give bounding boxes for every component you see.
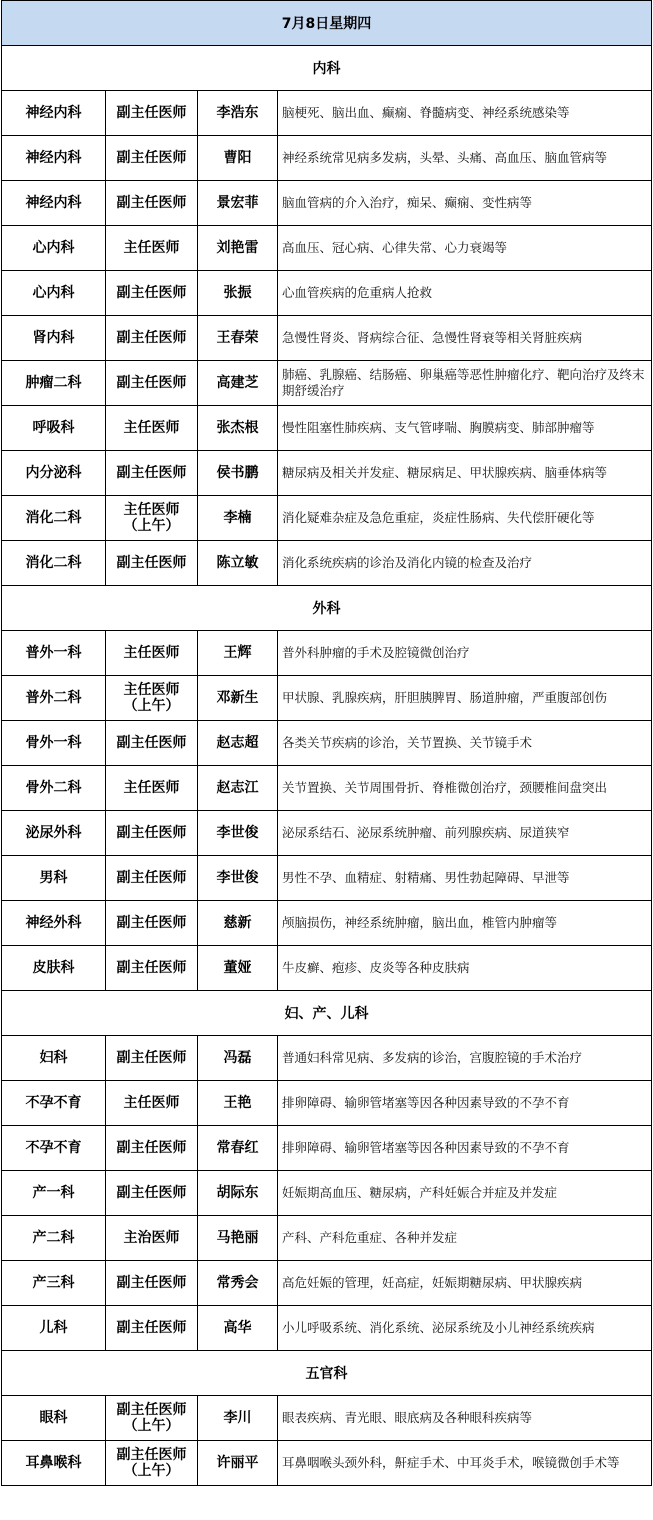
doctor-title-cell: 副主任医师 bbox=[106, 946, 198, 991]
doctor-name-cell: 李楠 bbox=[198, 496, 278, 541]
section-header-row bbox=[2, 991, 652, 1036]
doctor-name-cell: 邓新生 bbox=[198, 676, 278, 721]
doctor-row bbox=[2, 91, 652, 136]
doctor-name-cell: 李世俊 bbox=[198, 856, 278, 901]
specialty-cell: 高血压、冠心病、心律失常、心力衰竭等 bbox=[278, 226, 652, 271]
doctor-row bbox=[2, 406, 652, 451]
doctor-name-cell: 王艳 bbox=[198, 1081, 278, 1126]
department-cell: 男科 bbox=[2, 856, 106, 901]
department-cell: 骨外二科 bbox=[2, 766, 106, 811]
doctor-name-cell: 李川 bbox=[198, 1396, 278, 1441]
doctor-title-cell: 主治医师 bbox=[106, 1216, 198, 1261]
specialty-cell: 产科、产科危重症、各种并发症 bbox=[278, 1216, 652, 1261]
department-cell: 普外二科 bbox=[2, 676, 106, 721]
department-cell: 皮肤科 bbox=[2, 946, 106, 991]
doctor-name-cell: 董娅 bbox=[198, 946, 278, 991]
schedule-table bbox=[1, 0, 652, 1486]
department-cell: 肾内科 bbox=[2, 316, 106, 361]
specialty-cell: 眼表疾病、青光眼、眼底病及各种眼科疾病等 bbox=[278, 1396, 652, 1441]
specialty-cell: 牛皮癣、疱疹、皮炎等各种皮肤病 bbox=[278, 946, 652, 991]
doctor-title-cell: 主任医师 （上午） bbox=[106, 496, 198, 541]
doctor-row bbox=[2, 1036, 652, 1081]
specialty-cell: 各类关节疾病的诊治，关节置换、关节镜手术 bbox=[278, 721, 652, 766]
doctor-name-cell: 张振 bbox=[198, 271, 278, 316]
department-cell: 神经外科 bbox=[2, 901, 106, 946]
doctor-title-cell: 主任医师 （上午） bbox=[106, 676, 198, 721]
department-cell: 消化二科 bbox=[2, 541, 106, 586]
doctor-row bbox=[2, 721, 652, 766]
specialty-cell: 普通妇科常见病、多发病的诊治，宫腹腔镜的手术治疗 bbox=[278, 1036, 652, 1081]
doctor-title-cell: 主任医师 bbox=[106, 1081, 198, 1126]
specialty-cell: 普外科肿瘤的手术及腔镜微创治疗 bbox=[278, 631, 652, 676]
page-title: 7月8日星期四 bbox=[2, 1, 652, 46]
doctor-name-cell: 高华 bbox=[198, 1306, 278, 1351]
specialty-cell: 高危妊娠的管理，妊高症，妊娠期糖尿病、甲状腺疾病 bbox=[278, 1261, 652, 1306]
department-cell: 肿瘤二科 bbox=[2, 361, 106, 406]
specialty-cell: 急慢性肾炎、肾病综合征、急慢性肾衰等相关肾脏疾病 bbox=[278, 316, 652, 361]
doctor-title-cell: 主任医师 bbox=[106, 406, 198, 451]
department-cell: 产一科 bbox=[2, 1171, 106, 1216]
doctor-row bbox=[2, 1441, 652, 1486]
department-cell: 儿科 bbox=[2, 1306, 106, 1351]
doctor-row bbox=[2, 1396, 652, 1441]
specialty-cell: 排卵障碍、输卵管堵塞等因各种因素导致的不孕不育 bbox=[278, 1126, 652, 1171]
section-header-row bbox=[2, 1351, 652, 1396]
doctor-row bbox=[2, 1216, 652, 1261]
section-title: 外科 bbox=[2, 586, 652, 631]
specialty-cell: 肺癌、乳腺癌、结肠癌、卵巢癌等恶性肿瘤化疗、靶向治疗及终末期舒缓治疗 bbox=[278, 361, 652, 406]
doctor-name-cell: 侯书鹏 bbox=[198, 451, 278, 496]
department-cell: 不孕不育 bbox=[2, 1081, 106, 1126]
specialty-cell: 关节置换、关节周围骨折、脊椎微创治疗，颈腰椎间盘突出 bbox=[278, 766, 652, 811]
doctor-title-cell: 副主任医师 bbox=[106, 361, 198, 406]
department-cell: 神经内科 bbox=[2, 136, 106, 181]
specialty-cell: 小儿呼吸系统、消化系统、泌尿系统及小儿神经系统疾病 bbox=[278, 1306, 652, 1351]
doctor-title-cell: 副主任医师 bbox=[106, 451, 198, 496]
doctor-title-cell: 副主任医师 bbox=[106, 1171, 198, 1216]
doctor-name-cell: 常春红 bbox=[198, 1126, 278, 1171]
specialty-cell: 脑梗死、脑出血、癫痫、脊髓病变、神经系统感染等 bbox=[278, 91, 652, 136]
department-cell: 眼科 bbox=[2, 1396, 106, 1441]
specialty-cell: 糖尿病及相关并发症、糖尿病足、甲状腺疾病、脑垂体病等 bbox=[278, 451, 652, 496]
department-cell: 骨外一科 bbox=[2, 721, 106, 766]
doctor-row bbox=[2, 946, 652, 991]
department-cell: 泌尿外科 bbox=[2, 811, 106, 856]
doctor-row bbox=[2, 181, 652, 226]
department-cell: 内分泌科 bbox=[2, 451, 106, 496]
doctor-row bbox=[2, 631, 652, 676]
doctor-title-cell: 主任医师 bbox=[106, 226, 198, 271]
specialty-cell: 排卵障碍、输卵管堵塞等因各种因素导致的不孕不育 bbox=[278, 1081, 652, 1126]
department-cell: 不孕不育 bbox=[2, 1126, 106, 1171]
specialty-cell: 耳鼻咽喉头颈外科，鼾症手术、中耳炎手术，喉镜微创手术等 bbox=[278, 1441, 652, 1486]
doctor-name-cell: 胡际东 bbox=[198, 1171, 278, 1216]
specialty-cell: 消化疑难杂症及急危重症，炎症性肠病、失代偿肝硬化等 bbox=[278, 496, 652, 541]
section-title: 妇、产、儿科 bbox=[2, 991, 652, 1036]
doctor-title-cell: 副主任医师 bbox=[106, 811, 198, 856]
doctor-row bbox=[2, 676, 652, 721]
specialty-cell: 颅脑损伤，神经系统肿瘤，脑出血，椎管内肿瘤等 bbox=[278, 901, 652, 946]
doctor-name-cell: 李浩东 bbox=[198, 91, 278, 136]
doctor-row bbox=[2, 1081, 652, 1126]
doctor-row bbox=[2, 1306, 652, 1351]
doctor-title-cell: 副主任医师 bbox=[106, 1261, 198, 1306]
doctor-name-cell: 冯磊 bbox=[198, 1036, 278, 1081]
department-cell: 妇科 bbox=[2, 1036, 106, 1081]
doctor-title-cell: 副主任医师 bbox=[106, 1306, 198, 1351]
department-cell: 消化二科 bbox=[2, 496, 106, 541]
doctor-name-cell: 赵志江 bbox=[198, 766, 278, 811]
doctor-name-cell: 赵志超 bbox=[198, 721, 278, 766]
section-header-row bbox=[2, 46, 652, 91]
doctor-name-cell: 景宏菲 bbox=[198, 181, 278, 226]
doctor-title-cell: 副主任医师 （上午） bbox=[106, 1441, 198, 1486]
doctor-title-cell: 副主任医师 bbox=[106, 1126, 198, 1171]
doctor-title-cell: 副主任医师 bbox=[106, 136, 198, 181]
doctor-name-cell: 陈立敏 bbox=[198, 541, 278, 586]
specialty-cell: 男性不孕、血精症、射精痛、男性勃起障碍、早泄等 bbox=[278, 856, 652, 901]
doctor-row bbox=[2, 1126, 652, 1171]
specialty-cell: 脑血管病的介入治疗，痴呆、癫痫、变性病等 bbox=[278, 181, 652, 226]
doctor-name-cell: 曹阳 bbox=[198, 136, 278, 181]
department-cell: 普外一科 bbox=[2, 631, 106, 676]
specialty-cell: 心血管疾病的危重病人抢救 bbox=[278, 271, 652, 316]
doctor-row bbox=[2, 316, 652, 361]
doctor-title-cell: 副主任医师 bbox=[106, 316, 198, 361]
doctor-row bbox=[2, 451, 652, 496]
specialty-cell: 甲状腺、乳腺疾病，肝胆胰脾胃、肠道肿瘤，严重腹部创伤 bbox=[278, 676, 652, 721]
doctor-title-cell: 副主任医师 bbox=[106, 1036, 198, 1081]
doctor-name-cell: 王春荣 bbox=[198, 316, 278, 361]
department-cell: 产三科 bbox=[2, 1261, 106, 1306]
section-title: 五官科 bbox=[2, 1351, 652, 1396]
department-cell: 心内科 bbox=[2, 271, 106, 316]
doctor-row bbox=[2, 496, 652, 541]
department-cell: 呼吸科 bbox=[2, 406, 106, 451]
department-cell: 心内科 bbox=[2, 226, 106, 271]
doctor-name-cell: 慈新 bbox=[198, 901, 278, 946]
doctor-name-cell: 李世俊 bbox=[198, 811, 278, 856]
doctor-row bbox=[2, 1171, 652, 1216]
department-cell: 神经内科 bbox=[2, 91, 106, 136]
specialty-cell: 妊娠期高血压、糖尿病，产科妊娠合并症及并发症 bbox=[278, 1171, 652, 1216]
doctor-name-cell: 刘艳雷 bbox=[198, 226, 278, 271]
specialty-cell: 神经系统常见病多发病，头晕、头痛、高血压、脑血管病等 bbox=[278, 136, 652, 181]
doctor-title-cell: 副主任医师 bbox=[106, 856, 198, 901]
doctor-row bbox=[2, 811, 652, 856]
specialty-cell: 慢性阻塞性肺疾病、支气管哮喘、胸膜病变、肺部肿瘤等 bbox=[278, 406, 652, 451]
section-header-row bbox=[2, 586, 652, 631]
department-cell: 耳鼻喉科 bbox=[2, 1441, 106, 1486]
doctor-row bbox=[2, 361, 652, 406]
doctor-title-cell: 主任医师 bbox=[106, 631, 198, 676]
doctor-row bbox=[2, 136, 652, 181]
doctor-row bbox=[2, 766, 652, 811]
specialty-cell: 泌尿系结石、泌尿系统肿瘤、前列腺疾病、尿道狭窄 bbox=[278, 811, 652, 856]
doctor-title-cell: 副主任医师 bbox=[106, 541, 198, 586]
doctor-title-cell: 副主任医师 bbox=[106, 901, 198, 946]
doctor-row bbox=[2, 1261, 652, 1306]
doctor-row bbox=[2, 271, 652, 316]
doctor-name-cell: 许丽平 bbox=[198, 1441, 278, 1486]
title-row bbox=[2, 1, 652, 46]
specialty-cell: 消化系统疾病的诊治及消化内镜的检查及治疗 bbox=[278, 541, 652, 586]
doctor-title-cell: 副主任医师 bbox=[106, 181, 198, 226]
department-cell: 产二科 bbox=[2, 1216, 106, 1261]
doctor-title-cell: 副主任医师 bbox=[106, 721, 198, 766]
doctor-row bbox=[2, 856, 652, 901]
department-cell: 神经内科 bbox=[2, 181, 106, 226]
doctor-row bbox=[2, 226, 652, 271]
doctor-name-cell: 王辉 bbox=[198, 631, 278, 676]
doctor-title-cell: 副主任医师 bbox=[106, 271, 198, 316]
section-title: 内科 bbox=[2, 46, 652, 91]
doctor-title-cell: 副主任医师 bbox=[106, 91, 198, 136]
doctor-title-cell: 副主任医师 （上午） bbox=[106, 1396, 198, 1441]
doctor-name-cell: 张杰根 bbox=[198, 406, 278, 451]
doctor-name-cell: 马艳丽 bbox=[198, 1216, 278, 1261]
doctor-row bbox=[2, 541, 652, 586]
doctor-name-cell: 高建芝 bbox=[198, 361, 278, 406]
doctor-row bbox=[2, 901, 652, 946]
doctor-name-cell: 常秀会 bbox=[198, 1261, 278, 1306]
doctor-title-cell: 主任医师 bbox=[106, 766, 198, 811]
